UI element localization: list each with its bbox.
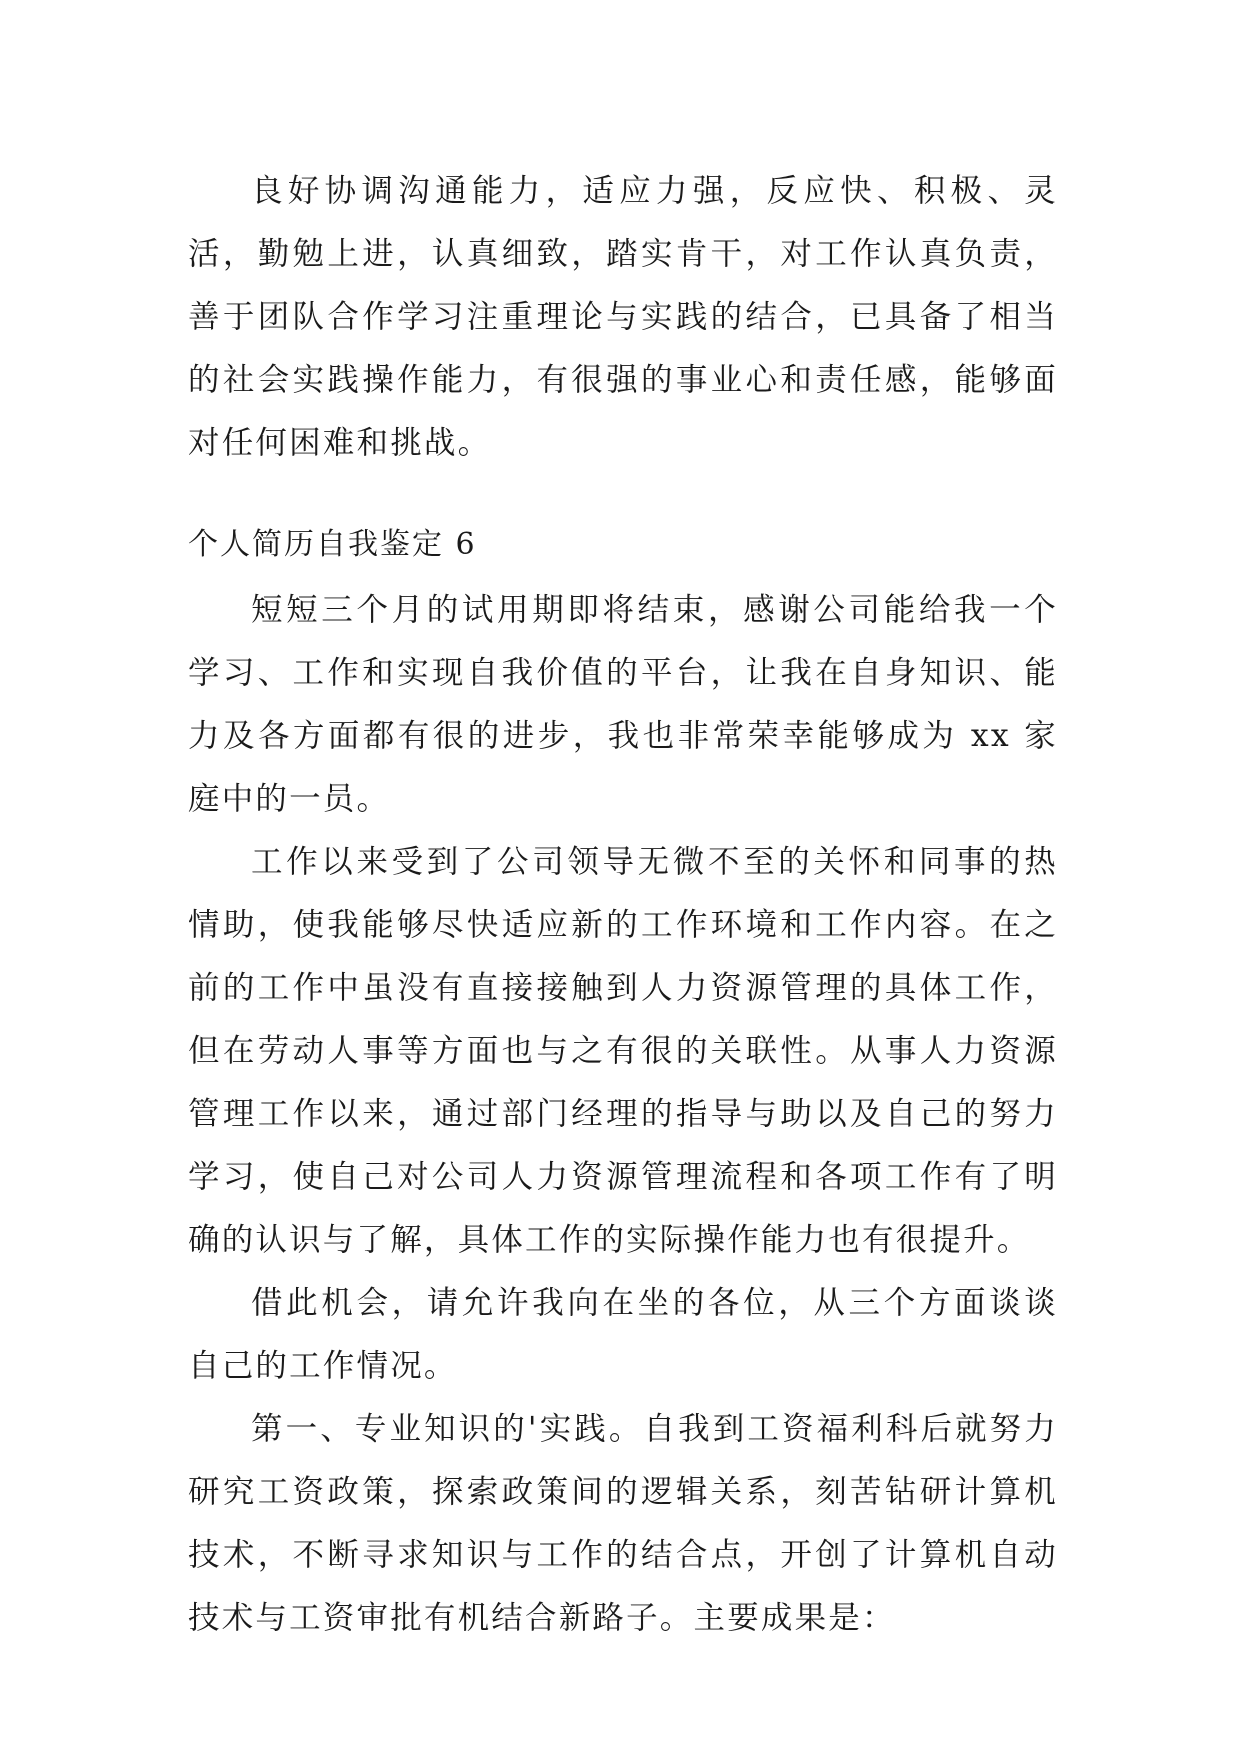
paragraph-opportunity: 借此机会，请允许我向在坐的各位，从三个方面谈谈自己的工作情况。: [188, 1285, 1058, 1384]
document-body: [188, 160, 1058, 1650]
paragraph-probation: 短短三个月的试用期即将结束，感谢公司能给我一个学习、工作和实现自我价值的平台，让我在自身知识、能力及各方面都有很的进步，我也非常荣幸能够成为 xx 家庭中的一员。: [188, 592, 1058, 817]
paragraph-professional-knowledge: 第一、专业知识的'实践。自我到工资福利科后就努力研究工资政策，探索政策间的逻辑关系，刻苦钻研计算机技术，不断寻求知识与工作的结合点，开创了计算机自动技术与工资审批有机结合新路子。主要成果是：: [188, 1411, 1058, 1636]
paragraph-work-experience: 工作以来受到了公司领导无微不至的关怀和同事的热情助，使我能够尽快适应新的工作环境和工作内容。在之前的工作中虽没有直接接触到人力资源管理的具体工作，但在劳动人事等方面也与之有很的关联性。从事人力资源管理工作以来，通过部门经理的指导与助以及自己的努力学习，使自己对公司人力资源管理流程和各项工作有了明确的认识与了解，具体工作的实际操作能力也有很提升。: [188, 844, 1058, 1258]
paragraph-strengths: 良好协调沟通能力，适应力强，反应快、积极、灵活，勤勉上进，认真细致，踏实肯干，对工作认真负责，善于团队合作学习注重理论与实践的结合，已具备了相当的社会实践操作能力，有很强的事业心和责任感，能够面对任何困难和挑战。: [188, 173, 1058, 461]
section-heading: 个人简历自我鉴定 6: [188, 527, 477, 562]
section-spacer: [188, 475, 1058, 511]
